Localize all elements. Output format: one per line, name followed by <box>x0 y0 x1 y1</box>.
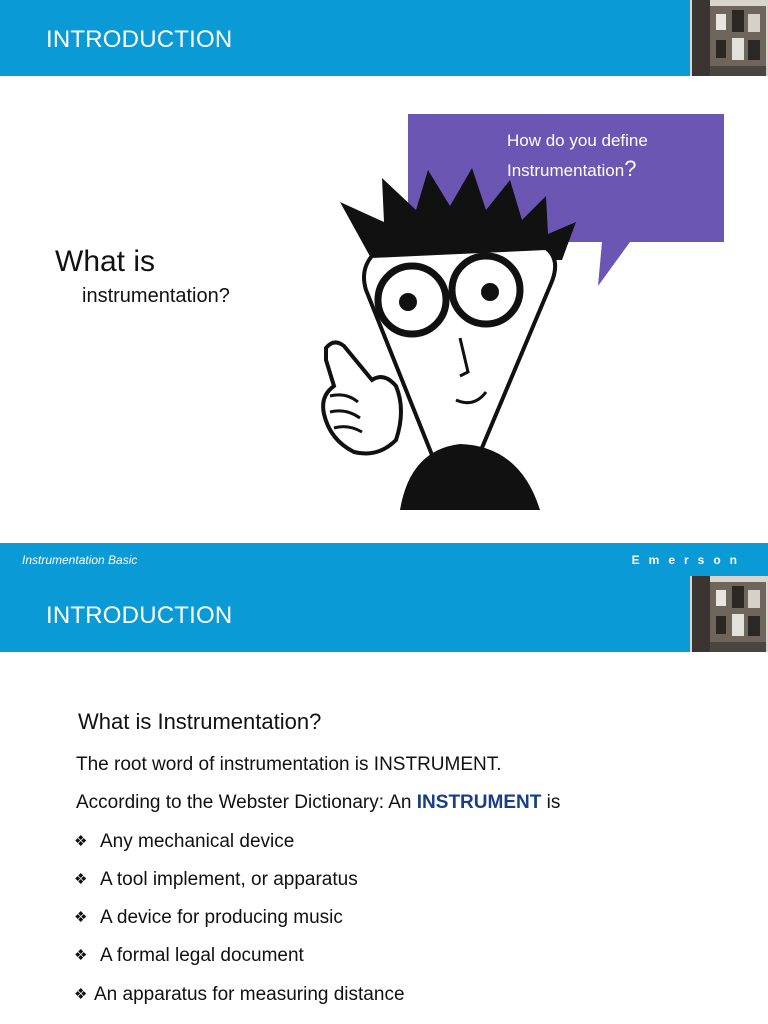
list-item <box>74 907 343 929</box>
definition-keyword: INSTRUMENT <box>416 792 542 813</box>
list-item-text: A tool implement, or apparatus <box>100 869 358 890</box>
slide-title: INTRODUCTION <box>46 602 233 629</box>
header-bar <box>0 0 768 76</box>
list-item <box>74 831 294 853</box>
definition-line <box>76 792 560 814</box>
bubble-line-2-text: Instrumentation <box>507 161 625 180</box>
building-photo-icon <box>690 0 768 76</box>
slide-2 <box>0 576 768 1024</box>
bubble-line-2 <box>507 155 707 185</box>
footer-course-name: Instrumentation Basic <box>22 553 138 567</box>
question-line-2: instrumentation? <box>82 285 230 307</box>
bubble-line-1: How do you define <box>507 131 648 150</box>
list-item-text: A device for producing music <box>100 907 343 928</box>
four-diamond-bullet-icon: ❖ <box>74 986 88 1003</box>
header-bar <box>0 576 768 652</box>
list-item-text: A formal legal document <box>100 945 304 966</box>
root-word-line: The root word of instrumentation is INSTRUMENT. <box>76 754 502 775</box>
slide-title: INTRODUCTION <box>46 26 233 53</box>
slide-heading: What is Instrumentation? <box>78 709 322 734</box>
definition-suffix: is <box>541 792 561 813</box>
definition-prefix: According to the Webster Dictionary: An <box>76 792 417 813</box>
bubble-question-mark: ? <box>624 156 637 181</box>
list-item <box>74 945 304 967</box>
four-diamond-bullet-icon: ❖ <box>74 947 88 964</box>
footer-brand: Emerson <box>631 553 746 567</box>
list-item <box>74 984 405 1006</box>
four-diamond-bullet-icon: ❖ <box>74 909 88 926</box>
building-photo-icon <box>690 576 768 652</box>
four-diamond-bullet-icon: ❖ <box>74 833 88 850</box>
list-item <box>74 869 358 891</box>
speech-bubble-text <box>507 127 707 185</box>
four-diamond-bullet-icon: ❖ <box>74 871 88 888</box>
question-line-1: What is <box>55 245 156 278</box>
list-item-text: Any mechanical device <box>100 831 295 852</box>
footer-bar <box>0 543 768 576</box>
list-item-text: An apparatus for measuring distance <box>94 984 405 1005</box>
